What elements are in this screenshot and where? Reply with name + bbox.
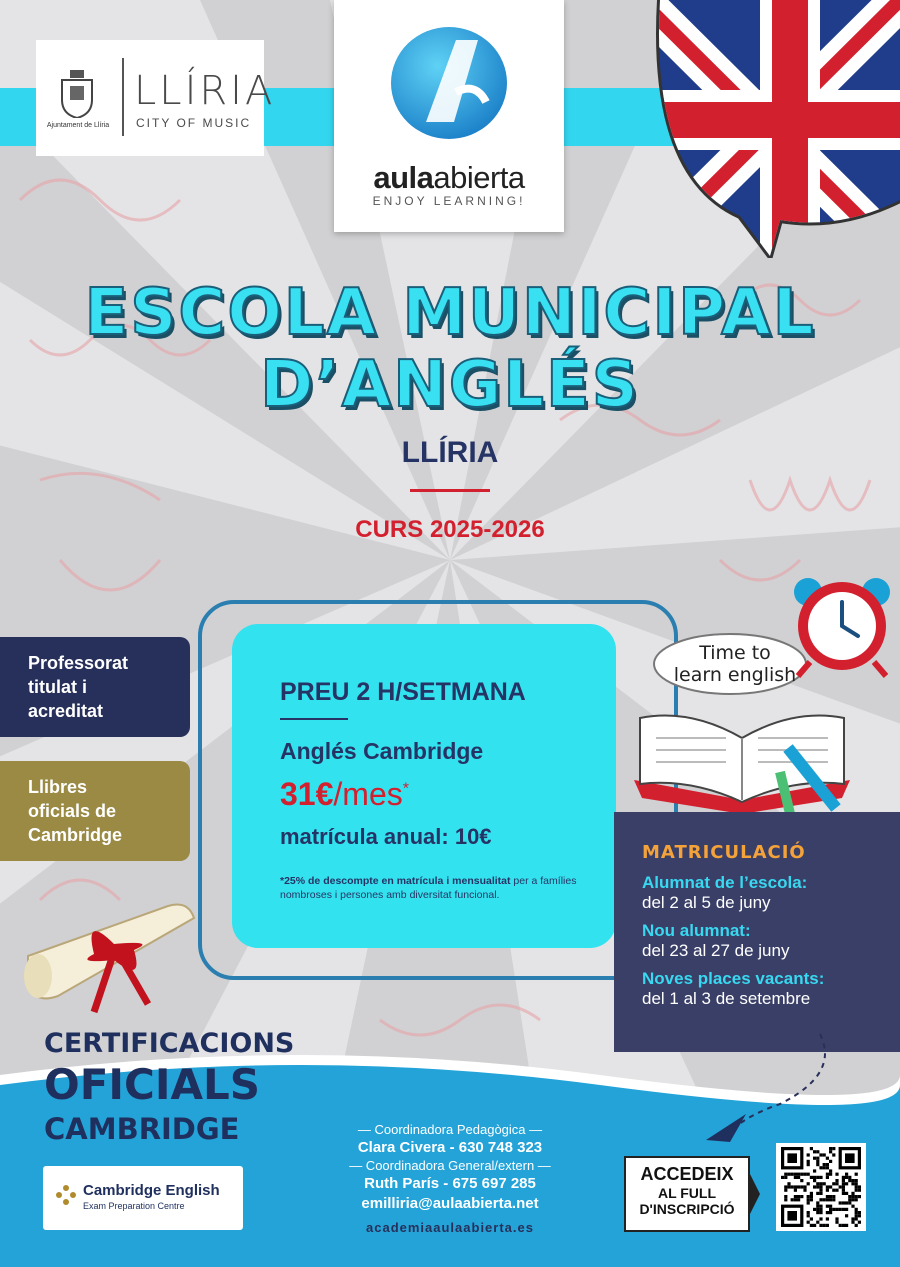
feature-books-line2: oficials de <box>28 801 117 821</box>
cta-line2: AL FULL <box>657 1185 717 1201</box>
abierta-word: abierta <box>433 160 525 195</box>
registration-fee: matrícula anual: 10€ <box>280 824 492 849</box>
enrolment-group-1: Alumnat de l’escola: <box>642 873 808 892</box>
bubble-line2: learn english <box>673 664 797 686</box>
course-name: Anglés Cambridge <box>280 738 484 764</box>
course-label: CURS 2025-2026 <box>355 516 545 543</box>
alarm-clock-icon <box>790 566 894 678</box>
discount-note-bold: *25% de descompte en matrícula i mensualitat <box>280 875 511 887</box>
enrolment-box <box>614 812 900 1052</box>
cambridge-badge-sub: Exam Preparation Centre <box>83 1201 185 1211</box>
aulaabierta-globe-icon <box>386 22 512 144</box>
title-line2: D’ANGLÉS <box>260 348 640 422</box>
qr-code-icon[interactable] <box>776 1143 866 1231</box>
logo-divider <box>122 58 124 136</box>
union-jack-icon <box>640 0 900 258</box>
discount-note <box>280 874 590 902</box>
enrolment-dates-3: del 1 al 3 de setembre <box>642 989 811 1008</box>
title-divider <box>410 489 490 492</box>
price-divider <box>280 718 348 720</box>
discount-note-rest: per a famílies nombroses i persones amb diversitat funcional. <box>280 875 577 901</box>
cert-line3: CAMBRIDGE <box>44 1112 240 1146</box>
aulaabierta-logo <box>334 0 564 232</box>
price-amount-line <box>280 776 409 813</box>
title-line1: ESCOLA MUNICIPAL <box>84 276 816 350</box>
contact-person-2: Ruth París - 675 697 285 <box>364 1175 536 1192</box>
diploma-icon <box>18 896 198 1022</box>
feature-teachers-line1: Professorat <box>28 653 129 673</box>
price-box <box>232 624 616 948</box>
lliria-wordmark: LLÍRIA <box>134 68 276 114</box>
cta-line3: D'INSCRIPCIÓ <box>639 1201 735 1217</box>
qr-code-pattern <box>780 1147 862 1227</box>
enrolment-title: MATRICULACIÓ <box>642 842 806 863</box>
lliria-logo <box>36 40 276 156</box>
feature-teachers-line3: acreditat <box>28 701 104 721</box>
bubble-line1: Time to <box>699 642 771 664</box>
enrolment-group-3: Noves places vacants: <box>642 969 825 988</box>
cert-line2: OFICIALS <box>44 1060 260 1109</box>
cert-line1: CERTIFICACIONS <box>44 1028 295 1059</box>
cambridge-badge <box>43 1166 243 1230</box>
cambridge-badge-title: Cambridge English <box>83 1182 220 1199</box>
ajuntament-label: Ajuntament de Llíria <box>46 122 110 129</box>
cta-line1: ACCEDEIX <box>640 1164 734 1184</box>
paper-plane-icon <box>700 1030 860 1150</box>
website-link[interactable]: academiaaulaabierta.es <box>366 1220 534 1235</box>
feature-books-line1: Llibres <box>28 777 88 797</box>
contact-role-2: — Coordinadora General/extern — <box>349 1158 551 1173</box>
city-of-music: CITY OF MUSIC <box>136 116 252 130</box>
pencil-icon <box>772 742 852 822</box>
feature-books-line3: Cambridge <box>28 825 123 845</box>
contact-email[interactable]: emilliria@aulaabierta.net <box>361 1195 539 1212</box>
enrolment-dates-1: del 2 al 5 de juny <box>642 893 771 912</box>
enrolment-group-2: Nou alumnat: <box>642 921 751 940</box>
price-asterisk: * <box>402 780 409 798</box>
contact-role-1: — Coordinadora Pedagògica — <box>357 1122 543 1137</box>
price-amount: 31€ <box>280 776 334 812</box>
feature-teachers <box>0 637 190 737</box>
feature-books <box>0 761 190 861</box>
aula-word: aula <box>373 160 434 195</box>
price-heading: PREU 2 H/SETMANA <box>280 678 526 706</box>
enrolment-dates-2: del 23 al 27 de juny <box>642 941 790 960</box>
enrolment-form-button[interactable] <box>624 1156 750 1232</box>
contact-person-1: Clara Civera - 630 748 323 <box>357 1139 543 1156</box>
cambridge-crest-icon <box>55 1184 77 1206</box>
coat-of-arms-icon <box>58 70 96 118</box>
location-label: LLÍRIA <box>401 436 499 469</box>
feature-teachers-line2: titulat i <box>28 677 87 697</box>
price-per: /mes <box>333 776 403 812</box>
arrow-right-icon <box>748 1170 760 1218</box>
aula-tagline: ENJOY LEARNING! <box>372 194 526 208</box>
